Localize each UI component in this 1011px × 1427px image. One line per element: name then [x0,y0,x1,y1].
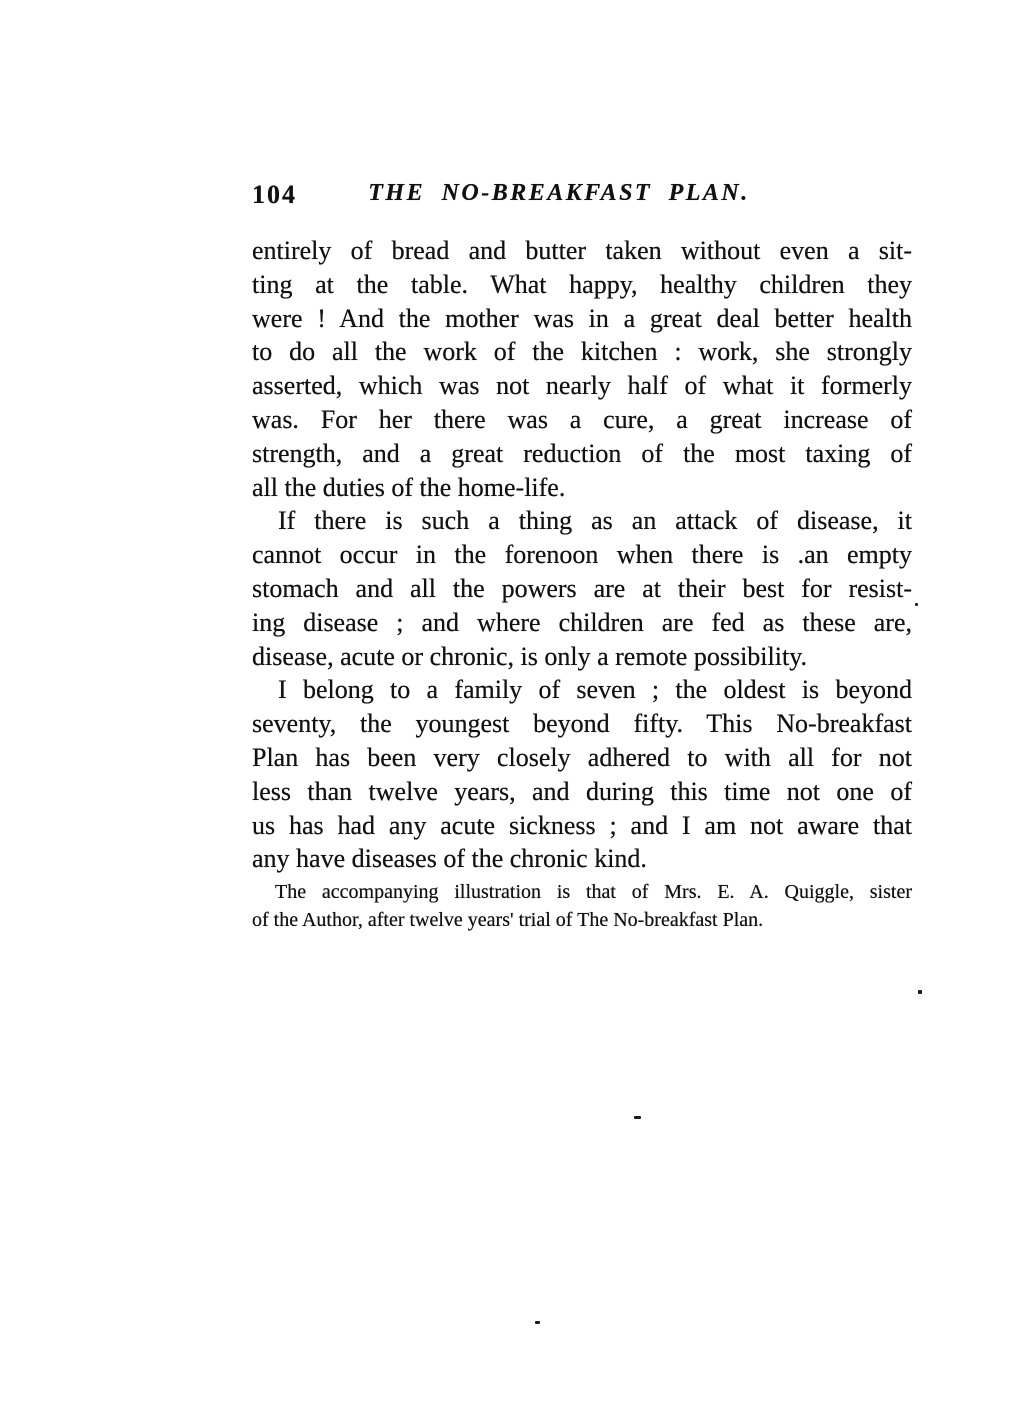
text-line: Plan has been very closely adhered to with all for not [252,742,912,772]
paragraph [252,234,912,504]
scan-speck [634,1116,641,1119]
running-title: THE NO-BREAKFAST PLAN. [368,180,750,206]
text-line: I belong to a family of seven ; the oldest is beyond [278,675,912,705]
footnote [252,878,912,934]
text-line: was. For her there was a cure, a great increase of [252,404,912,434]
body-text [252,234,912,876]
text-line: were ! And the mother was in a great deal better health [252,303,912,333]
scan-speck [535,1321,540,1324]
paragraph [252,673,912,876]
text-line: stomach and all the powers are at their best for resist- [252,573,912,603]
text-line: less than twelve years, and during this time not one of [252,776,912,806]
scan-speck [915,603,918,606]
text-line: all the duties of the home-life. [252,472,566,502]
text-line: ting at the table. What happy, healthy children they [252,269,912,299]
text-line: If there is such a thing as an attack of disease, it [278,506,912,536]
text-line: cannot occur in the forenoon when there is .an empty [252,540,912,570]
text-line: of the Author, after twelve years' trial of The No-breakfast Plan. [252,909,764,931]
text-line: The accompanying illustration is that of Mrs. E. A. Quiggle, sister [275,881,912,903]
text-line: to do all the work of the kitchen : work, she strongly [252,337,912,367]
text-line: any have diseases of the chronic kind. [252,844,647,874]
text-line: seventy, the youngest beyond fifty. This No-breakfast [252,709,912,739]
text-line: ing disease ; and where children are fed as these are, [252,607,912,637]
text-line: entirely of bread and butter taken without even a sit- [252,236,912,265]
text-line: us has had any acute sickness ; and I am not aware that [252,810,912,840]
paragraph [252,504,912,673]
page-number: 104 [252,180,297,209]
text-line: asserted, which was not nearly half of what it formerly [252,371,912,401]
text-line: strength, and a great reduction of the most taxing of [252,438,912,468]
scan-speck [918,990,922,994]
text-line: disease, acute or chronic, is only a remote possibility. [252,641,808,671]
running-head [252,180,912,210]
